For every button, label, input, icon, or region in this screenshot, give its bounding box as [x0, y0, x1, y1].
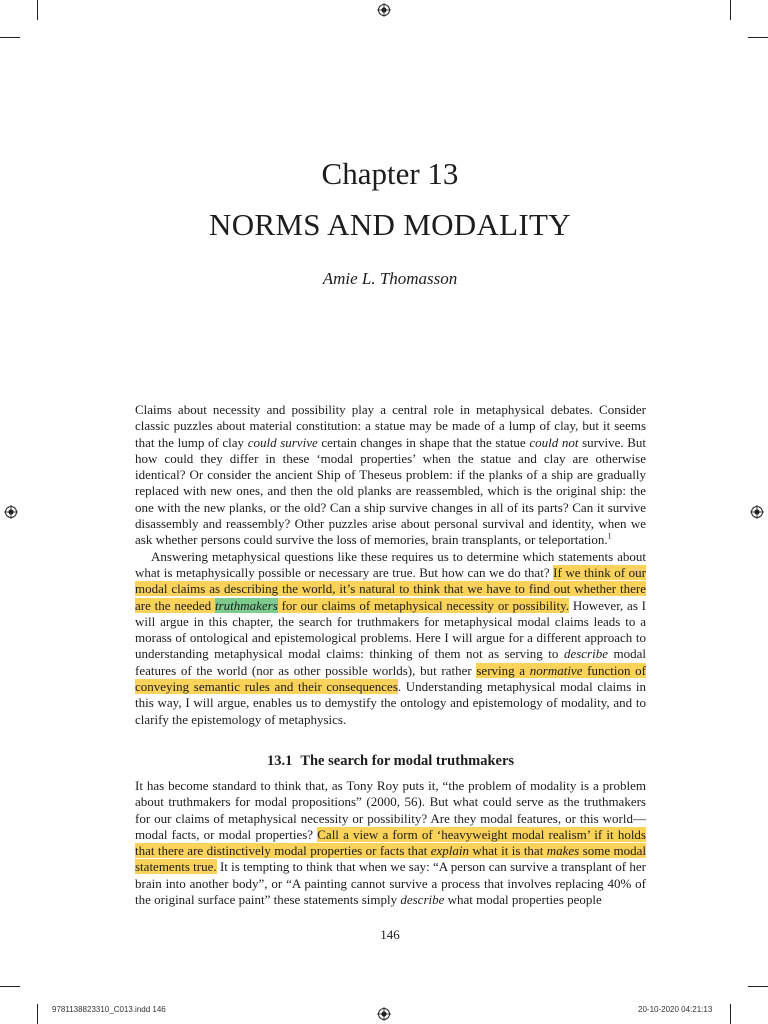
crop-mark — [730, 1004, 731, 1024]
crop-mark — [37, 1004, 38, 1024]
registration-mark-icon — [750, 505, 764, 519]
section-heading — [135, 751, 646, 771]
crop-mark — [0, 37, 20, 38]
highlight-yellow[interactable]: Call a view a form of ‘heavyweight modal realism’ if it holds that there are distinctively modal properties or facts that explain what it is that makes some modal statements true. — [135, 826, 647, 875]
chapter-author: Amie L. Thomasson — [322, 269, 458, 288]
registration-mark-icon — [377, 3, 391, 17]
crop-mark — [0, 986, 20, 987]
crop-mark — [37, 0, 38, 20]
chapter-title: NORMS AND MODALITY — [209, 207, 571, 242]
crop-mark — [748, 986, 768, 987]
intro-text — [135, 402, 646, 728]
section-title: The search for modal truthmakers — [300, 753, 515, 769]
paragraph-3: It has become standard to think that, as Tony Roy puts it, “the problem of modality is a problem about truthmakers for modal propositions” (2000, 56). But what could serve as the truthmakers for our claims of metaphysical necessity or possibility? Are they modal features, or this world—modal facts, or modal properties? Call a view a form of ‘heavyweight modal realism’ if it holds that there are distinctively modal properties or facts that explain what it is that makes some modal statements true. It is tempting to think that when we say: “A person can survive a transplant of her brain into another body”, or “A painting cannot survive a process that involves replacing 40% of the original surface paint” these statements simply describe what modal properties people — [135, 778, 647, 908]
section-number: 13.1 — [266, 753, 293, 769]
chapter-number: Chapter 13 — [321, 156, 459, 191]
slug-filename: 9781138823310_C013.indd 146 — [52, 1005, 166, 1014]
highlight-yellow[interactable]: serving a normative function of conveying semantic rules and their consequences — [135, 662, 646, 695]
footnote-ref[interactable]: 1 — [607, 532, 612, 542]
section-text — [135, 778, 646, 908]
highlight-yellow[interactable]: If we think of our modal claims as describing the world, it’s natural to think that we have to find out whether there are the needed truthmakers for our claims of metaphysical necessity or possibility. — [135, 564, 646, 613]
paragraph-1: Claims about necessity and possibility play a central role in metaphysical debates. Consider classic puzzles about material constitution: a statue may be made of a lump of clay, but it seems that the lump of clay could survive certain changes in shape that the statue could not survive. But how could they differ in these ‘modal properties’ when the statue and clay are otherwise identical? Or consider the ancient Ship of Theseus problem: if the planks of a ship are gradually replaced with new ones, and then the old planks are reassembled, which is the original ship: the one with the new planks, or the old? Can a ship survive changes in all of its parts? Can it survive disassembly and reassembly? Other puzzles arise about personal survival and identity, when we ask whether persons could survive the loss of memories, brain transplants, or teleportation.$^1$ — [135, 402, 646, 548]
registration-mark-icon — [4, 505, 18, 519]
page-number: 146 — [380, 927, 400, 942]
crop-mark — [730, 0, 731, 20]
paragraph-2: Answering metaphysical questions like these requires us to determine which statements about what is metaphysically possible or necessary are true. But how can we do that? If we think of our modal claims as describing the world, it’s natural to think that we have to find out whether there are the needed truthmakers for our claims of metaphysical necessity or possibility. However, as I will argue in this chapter, the search for truthmakers for metaphysical modal claims leads to a morass of ontological and epistemological problems. Here I will argue for a different approach to understanding metaphysical modal claims: thinking of them not as serving to describe modal features of the world (nor as other possible worlds), but rather serving a normative function of conveying semantic rules and their consequences. Understanding metaphysical modal claims in this way, I will argue, enables us to demystify the ontology and epistemology of modality, and to clarify the epistemology of metaphysics. — [135, 548, 647, 727]
crop-mark — [748, 37, 768, 38]
highlight-green[interactable]: truthmakers — [214, 597, 278, 613]
registration-mark-icon — [377, 1007, 391, 1021]
slug-timestamp: 20-10-2020 04:21:13 — [638, 1005, 713, 1014]
